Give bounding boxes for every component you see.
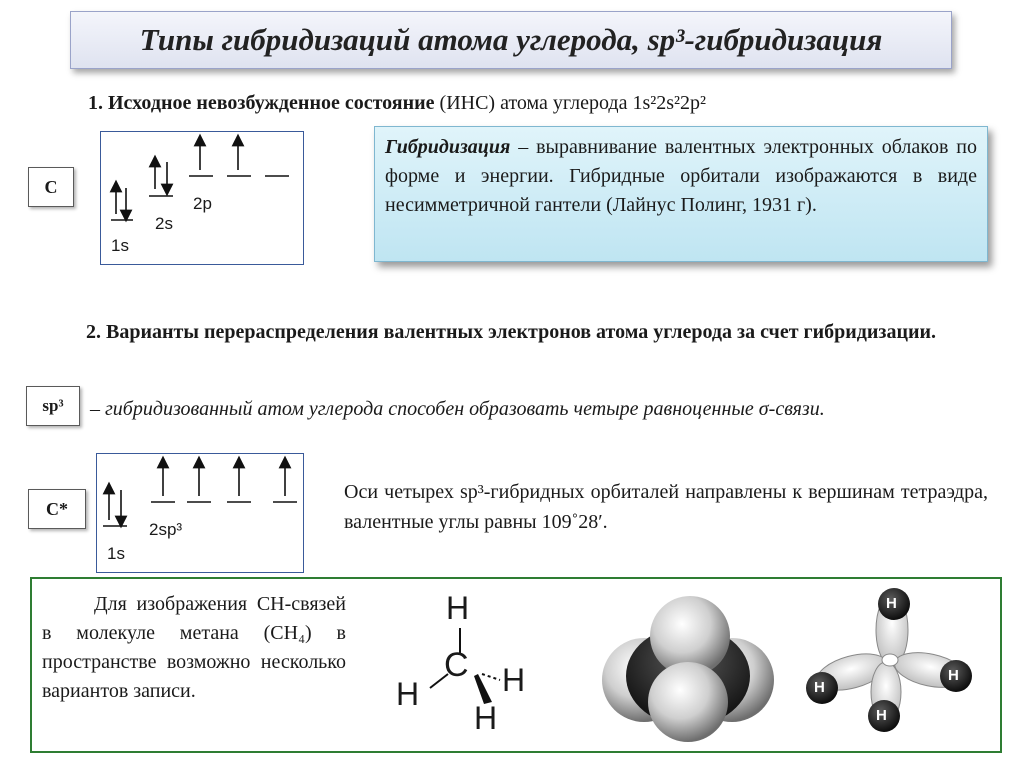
methane-text: Для изображения CH-связей в молекуле метана (CH₄) в пространстве возможно несколько вариантов записи. xyxy=(42,593,346,702)
section2-heading: 2. Варианты перераспределения валентных электронов атома углерода за счет гибридизации. xyxy=(86,321,937,343)
sp3-description: – гибридизованный атом углерода способен образовать четыре равноценные σ-связи. xyxy=(90,398,825,420)
orbital-model-atom-h-top: H xyxy=(886,595,897,612)
slide-title: Типы гибридизаций атома углерода, sp³-гибридизация xyxy=(139,22,883,57)
lobe-center xyxy=(882,654,898,666)
section1-rest: (ИНС) атома углерода 1s²2s²2p² xyxy=(434,92,707,114)
orbital-model-atom-h-right: H xyxy=(948,667,959,684)
orbital-model-atom-h-bottom: H xyxy=(876,707,887,724)
space-filling-svg xyxy=(596,584,780,744)
ground-element-label: C xyxy=(44,176,58,197)
ground-label-1s: 1s xyxy=(111,236,129,255)
definition-text: – выравнивание валентных электронных облаков по форме и энергии. Гибридные орбитали изображаются в виде несимметричной гантели (Лайнус Полинг, 1931 г). xyxy=(385,136,977,216)
ground-orbital-panel xyxy=(100,131,304,265)
sp3-label: sp³ xyxy=(42,396,64,415)
excited-orbital-diagram xyxy=(97,454,303,572)
ground-label-2s: 2s xyxy=(155,214,173,233)
excited-label-1s: 1s xyxy=(107,544,125,563)
ground-label-2p: 2p xyxy=(193,194,212,213)
methane-atom-h-right: H xyxy=(502,662,526,698)
ground-element-box xyxy=(28,167,74,207)
tetrahedral-axes-text: Оси четырех sp³-гибридных орбиталей направлены к вершинам тетраэдра, валентные углы равны 109˚28′. xyxy=(344,481,988,533)
bond-c-h-right-dash xyxy=(482,674,500,680)
methane-space-filling-model xyxy=(596,584,780,744)
methane-atom-h-left: H xyxy=(396,676,420,712)
slide-title-box xyxy=(70,11,952,69)
hybridization-definition-box xyxy=(374,126,988,262)
excited-orbital-panel xyxy=(96,453,304,573)
orbital-model-atom-h-left: H xyxy=(814,679,825,696)
definition-term: Гибридизация xyxy=(385,136,511,158)
section1-heading xyxy=(88,92,706,115)
excited-element-box xyxy=(28,489,86,529)
section1-number-title: 1. Исходное невозбужденное состояние xyxy=(88,92,435,114)
methane-atom-h-bottom: H xyxy=(474,700,498,736)
methane-atom-h-top: H xyxy=(446,590,470,626)
sphere-h-bottom xyxy=(648,662,728,742)
excited-element-label: C* xyxy=(46,498,68,519)
methane-orbital-model xyxy=(796,584,996,744)
methane-atom-c: C xyxy=(444,646,469,684)
sp3-label-box xyxy=(26,386,80,426)
excited-label-2sp3: 2sp³ xyxy=(149,520,183,539)
